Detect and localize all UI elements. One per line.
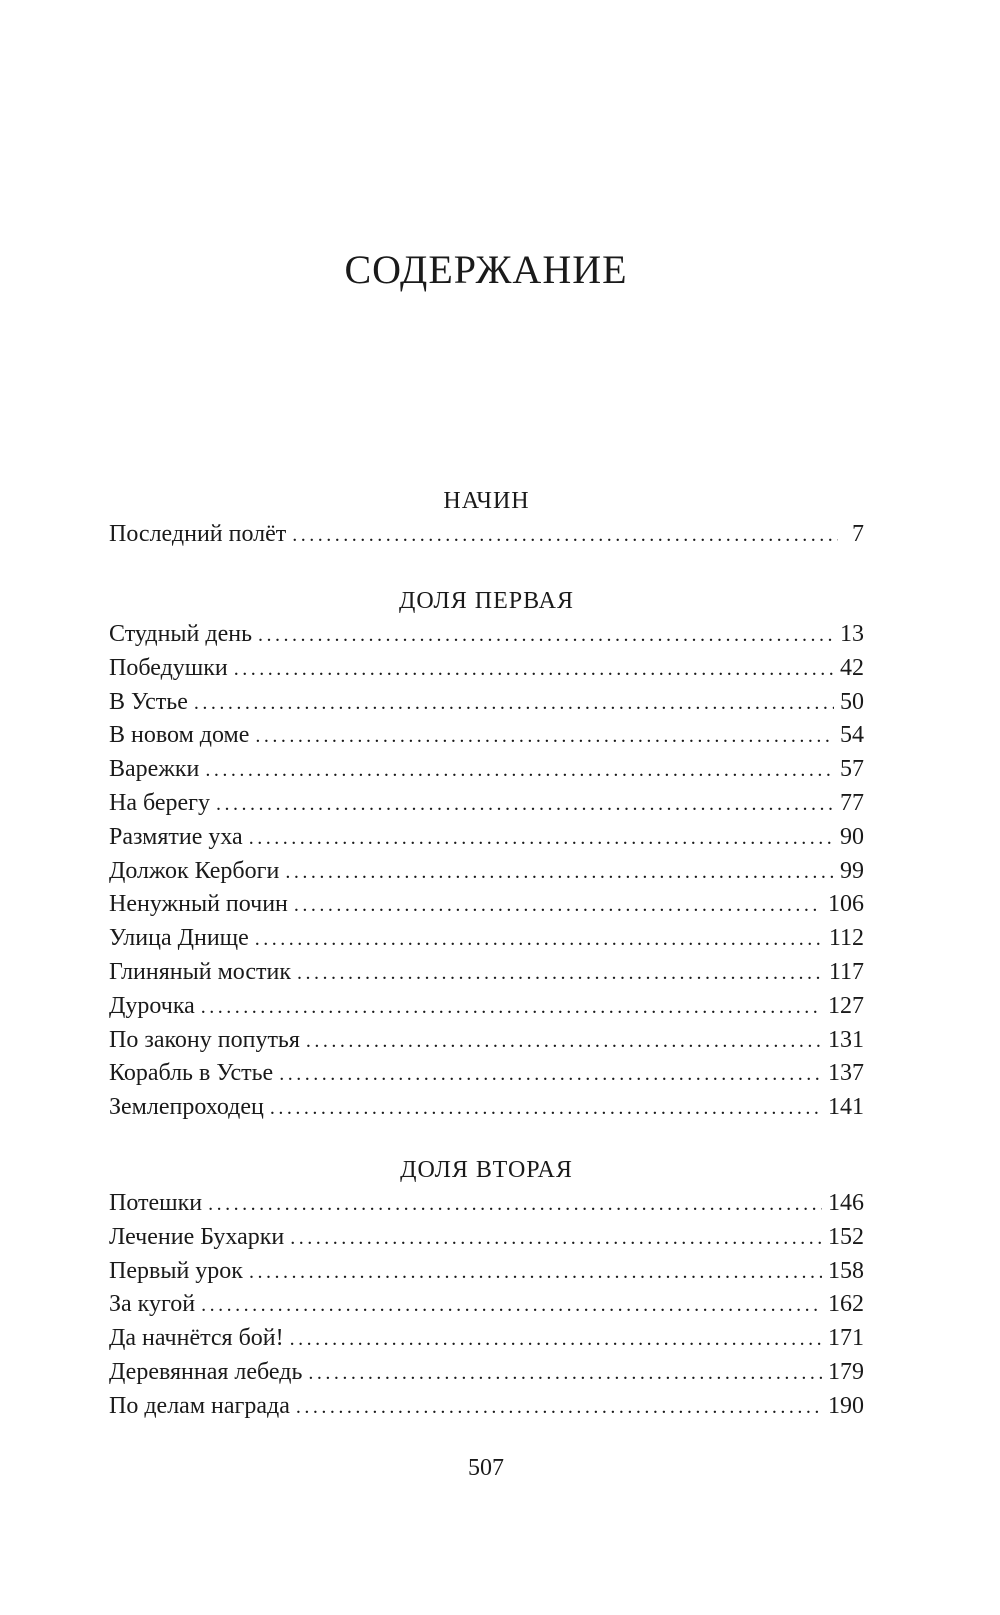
entry-title: В Устье <box>109 688 188 715</box>
entry-title: Дурочка <box>109 992 195 1019</box>
toc-entry <box>109 652 864 686</box>
entry-title: Студный день <box>109 621 253 647</box>
leader-dots <box>308 1357 822 1391</box>
leader-dots <box>234 653 834 687</box>
toc-entry <box>109 787 864 821</box>
toc-section-dolya-pervaya <box>109 584 864 1125</box>
entry-page: 13 <box>840 621 864 647</box>
leader-dots <box>216 788 834 822</box>
entry-title: В новом доме <box>109 722 250 749</box>
entry-title: Победушки <box>109 654 228 681</box>
entry-title: Варежки <box>109 756 200 783</box>
entry-page: 141 <box>828 1094 864 1121</box>
entry-page: 99 <box>840 857 864 884</box>
entry-title: Размятие уха <box>109 823 243 850</box>
entry-page: 190 <box>828 1392 864 1419</box>
toc-entry <box>109 1187 864 1221</box>
leader-dots <box>294 889 822 923</box>
leader-dots <box>285 856 834 890</box>
entry-title: Потешки <box>109 1190 203 1216</box>
toc-section-nachin <box>109 484 864 552</box>
section-heading: НАЧИН <box>443 488 530 514</box>
toc-entry <box>109 518 864 552</box>
toc-entry <box>109 922 864 956</box>
leader-dots <box>205 754 834 788</box>
page-number: 507 <box>468 1455 504 1481</box>
entry-title: По закону попутья <box>109 1026 300 1053</box>
toc-entry <box>109 1255 864 1289</box>
entry-title: Ненужный почин <box>109 891 288 918</box>
entry-page: 152 <box>828 1223 864 1250</box>
entry-page: 162 <box>828 1291 864 1318</box>
section-heading: ДОЛЯ ВТОРАЯ <box>400 1157 573 1183</box>
toc-entry <box>109 888 864 922</box>
leader-dots <box>290 1222 822 1256</box>
toc-entry <box>109 1057 864 1091</box>
entry-title: Улица Днище <box>109 925 249 952</box>
entry-title: На берегу <box>109 789 211 816</box>
toc-entry <box>109 1091 864 1125</box>
toc-entry <box>109 1221 864 1255</box>
leader-dots <box>201 991 822 1025</box>
entry-page: 106 <box>828 891 864 918</box>
entry-page: 117 <box>828 958 864 985</box>
leader-dots <box>208 1188 822 1222</box>
leader-dots <box>296 1391 822 1425</box>
toc-entry <box>109 821 864 855</box>
entry-page: 137 <box>828 1060 864 1087</box>
entry-title: Последний полёт <box>109 521 287 547</box>
leader-dots <box>306 1025 822 1059</box>
toc-entry <box>109 1322 864 1356</box>
leader-dots <box>201 1289 822 1323</box>
toc-entry <box>109 990 864 1024</box>
toc-entry <box>109 686 864 720</box>
leader-dots <box>297 957 823 991</box>
entry-page: 112 <box>828 925 864 952</box>
entry-page: 50 <box>840 688 864 715</box>
toc-entry <box>109 719 864 753</box>
entry-page: 158 <box>828 1257 864 1284</box>
entry-page: 54 <box>840 722 864 749</box>
entry-page: 77 <box>840 789 864 816</box>
entry-title: Первый урок <box>109 1257 243 1284</box>
leader-dots <box>292 519 838 553</box>
leader-dots <box>194 687 834 721</box>
entry-page: 171 <box>828 1325 864 1352</box>
leader-dots <box>249 1256 822 1290</box>
leader-dots <box>249 822 834 856</box>
toc-entry <box>109 1024 864 1058</box>
entry-page: 90 <box>840 823 864 850</box>
leader-dots <box>255 720 834 754</box>
entry-page: 7 <box>852 521 864 547</box>
entry-page: 131 <box>828 1026 864 1053</box>
entry-title: Корабль в Устье <box>109 1060 274 1087</box>
leader-dots <box>290 1323 822 1357</box>
entry-title: Деревянная лебедь <box>109 1358 303 1385</box>
entry-title: Да начнётся бой! <box>109 1325 284 1352</box>
toc-entry <box>109 1356 864 1390</box>
entry-title: Лечение Бухарки <box>109 1223 285 1250</box>
toc-entry <box>109 1390 864 1424</box>
toc-entry <box>109 956 864 990</box>
toc-entry <box>109 855 864 889</box>
entry-page: 127 <box>828 992 864 1019</box>
page-title: СОДЕРЖАНИЕ <box>344 247 628 292</box>
entry-title: Глиняный мостик <box>109 958 292 985</box>
section-heading: ДОЛЯ ПЕРВАЯ <box>399 588 574 614</box>
leader-dots <box>279 1058 822 1092</box>
toc-section-dolya-vtoraya <box>109 1153 864 1424</box>
leader-dots <box>270 1092 822 1126</box>
entry-title: За кугой <box>109 1291 196 1318</box>
entry-page: 57 <box>840 756 864 783</box>
entry-title: Землепроходец <box>109 1094 264 1121</box>
leader-dots <box>255 923 823 957</box>
entry-page: 179 <box>828 1358 864 1385</box>
entry-page: 42 <box>840 654 864 681</box>
leader-dots <box>258 619 834 653</box>
entry-page: 146 <box>828 1190 864 1216</box>
entry-title: По делам награда <box>109 1392 290 1419</box>
toc-entry <box>109 1288 864 1322</box>
toc-entry <box>109 618 864 652</box>
entry-title: Должок Кербоги <box>109 857 280 884</box>
toc-entry <box>109 753 864 787</box>
